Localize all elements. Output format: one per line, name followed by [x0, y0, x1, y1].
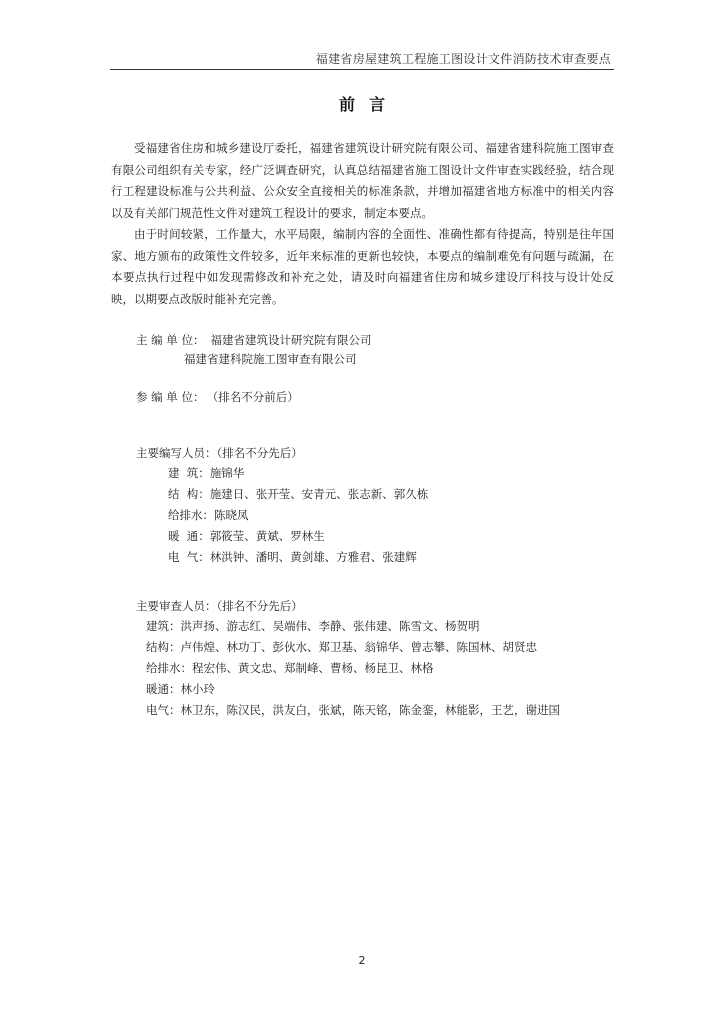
participating-units-value: （排名不分前后）	[212, 390, 299, 404]
writers-row	[168, 528, 325, 544]
reviewers-row-label: 结构：	[146, 640, 181, 654]
writers-row-label: 电 气：	[168, 550, 210, 564]
writers-row-label: 给排水：	[168, 508, 214, 522]
reviewers-row-names: 卢伟煌、林功丁、彭伙水、郑卫基、翁锦华、曾志攀、陈国林、胡贤忠	[180, 640, 537, 654]
writers-row-names: 郭筱莹、黄斌、罗林生	[209, 529, 325, 543]
reviewers-row-names: 程宏伟、黄文忠、郑制峰、曹杨、杨昆卫、林格	[192, 661, 434, 675]
chief-unit-2: 福建省建科院施工图审查有限公司	[184, 352, 357, 366]
writers-row-names: 施锦华	[209, 466, 245, 480]
reviewers-row-label: 暖通：	[146, 682, 181, 696]
page-number: 2	[358, 954, 366, 967]
reviewers-row	[146, 702, 560, 718]
reviewers-row	[146, 681, 215, 697]
writers-row	[168, 549, 417, 565]
preface-paragraph-2: 由于时间较紧，工作量大，水平局限，编制内容的全面性、准确性都有待提高，特别是往年国家、地方颁布的政策性文件较多，近年来标准的更新也较快，本要点的编制难免有问题与疏漏，在本要点执行过程中如发现需修改和补充之处，请及时向福建省住房和城乡建设厅科技与设计处反映，以期要点改版时能补充完善。	[111, 227, 614, 306]
writers-row	[168, 507, 249, 523]
reviewers-row-label: 给排水：	[146, 661, 192, 675]
reviewers-row-names: 林小玲	[180, 682, 215, 696]
participating-units-label: 参 编 单 位：	[136, 390, 205, 404]
chief-unit-1: 福建省建筑设计研究院有限公司	[210, 333, 372, 347]
writers-row-names: 陈晓凤	[214, 508, 249, 522]
writers-row-label: 建 筑：	[168, 466, 210, 480]
header-rule	[110, 69, 614, 70]
reviewers-row	[146, 618, 480, 634]
writers-row-names: 林洪钟、潘明、黄剑雄、方雅君、张建辉	[209, 550, 417, 564]
page-title: 前言	[338, 95, 399, 114]
reviewers-row-names: 洪声扬、游志红、吴端伟、李静、张伟建、陈雪文、杨贺明	[180, 619, 480, 633]
writers-row-label: 结 构：	[168, 487, 210, 501]
reviewers-row-label: 电气：	[146, 703, 181, 717]
chief-units-label: 主 编 单 位：	[136, 333, 205, 347]
main-writers-heading: 主要编写人员：（排名不分先后）	[136, 446, 303, 460]
writers-row-label: 暖 通：	[168, 529, 210, 543]
participating-units-line	[136, 389, 299, 405]
reviewers-row	[146, 660, 434, 676]
preface-paragraph-1: 受福建省住房和城乡建设厅委托，福建省建筑设计研究院有限公司、福建省建科院施工图审查有限公司组织有关专家，经广泛调查研究，认真总结福建省施工图设计文件审查实践经验，结合现行工程建设标准与公共利益、公众安全直接相关的标准条款，并增加福建省地方标准中的相关内容以及有关部门规范性文件对建筑工程设计的要求，制定本要点。	[111, 141, 614, 220]
running-header: 福建省房屋建筑工程施工图设计文件消防技术审查要点	[315, 52, 611, 66]
writers-row-names: 施建日、张开莹、安青元、张志新、郭久栋	[209, 487, 429, 501]
reviewers-row-label: 建筑：	[146, 619, 181, 633]
reviewers-row-names: 林卫东，陈汉民，洪友白，张斌，陈天铭，陈金銮，林能影，王艺，谢进国	[180, 703, 560, 717]
writers-row	[168, 486, 428, 502]
reviewers-row	[146, 639, 537, 655]
chief-units-line	[136, 332, 371, 348]
writers-row	[168, 465, 244, 481]
main-reviewers-heading: 主要审查人员：（排名不分先后）	[136, 599, 303, 613]
